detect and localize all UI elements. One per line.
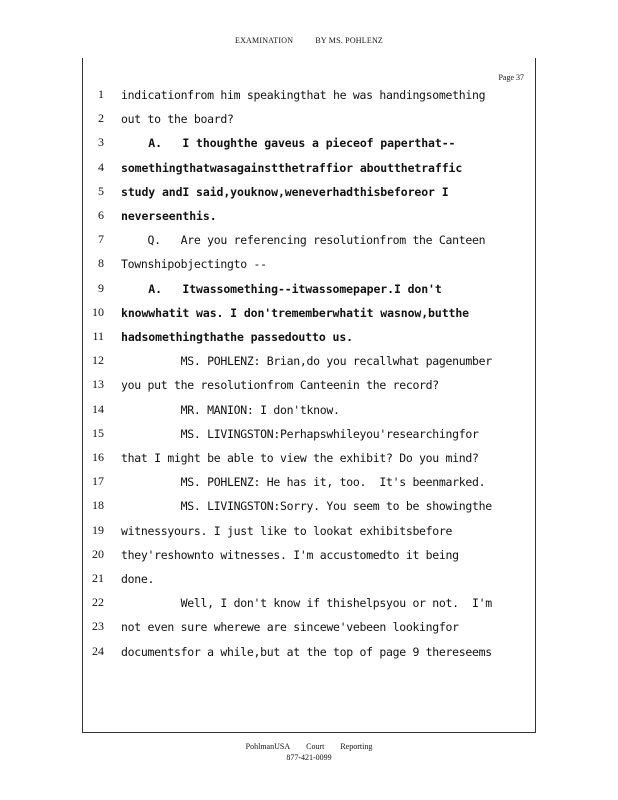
- page-footer: [0, 741, 618, 763]
- line-text: Q. Are you referencing resolutionfrom the Canteen: [121, 233, 486, 248]
- line-number: 14: [92, 401, 104, 416]
- transcript-line: [0, 108, 618, 132]
- transcript-line: [0, 374, 618, 398]
- page-header: [0, 36, 618, 45]
- line-text: A. Itwassomething--itwassomepaper.I don't: [121, 281, 442, 296]
- header-examination: EXAMINATION: [234, 36, 294, 45]
- line-text: Townshipobjectingto --: [121, 257, 267, 272]
- line-number: 24: [92, 643, 104, 658]
- line-text: witnessyours. I just like to lookat exhibitsbefore: [121, 523, 453, 538]
- line-number: 11: [92, 329, 104, 343]
- transcript-line: [0, 205, 618, 229]
- page-number: Page 37: [498, 73, 524, 82]
- header-examiner: BY MS. POHLENZ: [315, 36, 384, 45]
- footer-company-b: Court: [306, 742, 325, 751]
- line-number: 20: [92, 546, 104, 561]
- transcript-line: [0, 471, 618, 495]
- line-number: 8: [98, 256, 104, 271]
- transcript-line: [0, 84, 618, 108]
- line-number: 9: [98, 280, 104, 295]
- line-number: 21: [92, 571, 104, 585]
- line-number: 17: [92, 474, 104, 489]
- line-text: you put the resolutionfrom Canteenin the record?: [121, 378, 439, 393]
- transcript-line: [0, 495, 618, 519]
- line-number: 15: [92, 425, 104, 440]
- transcript-line: [0, 181, 618, 205]
- transcript-line: [0, 568, 618, 592]
- line-text: out to the board?: [121, 112, 234, 127]
- transcript-line: [0, 229, 618, 253]
- line-number: 13: [92, 377, 104, 392]
- line-number: 7: [98, 232, 104, 247]
- footer-company-c: Reporting: [340, 742, 373, 751]
- line-number: 3: [98, 135, 104, 150]
- line-text: hadsomethingthathe passedoutto us.: [121, 330, 354, 344]
- line-text: somethingthatwasagainstthetraffior aboutthetraffic: [121, 160, 463, 175]
- transcript-line: [0, 592, 618, 616]
- transcript-line: [0, 641, 618, 665]
- footer-phone: 877-421-0099: [286, 753, 332, 762]
- transcript-line: [0, 253, 618, 277]
- transcript-line: [0, 326, 618, 350]
- line-text: neverseenthis.: [121, 209, 217, 223]
- line-number: 12: [92, 353, 104, 368]
- line-number: 6: [98, 208, 104, 222]
- line-number: 19: [92, 522, 104, 537]
- transcript-line: [0, 423, 618, 447]
- footer-company-a: PohlmanUSA: [245, 742, 291, 751]
- line-text: MS. LIVINGSTON:Sorry. You seem to be showingthe: [121, 499, 492, 514]
- transcript-line: [0, 278, 618, 302]
- transcript-line: [0, 302, 618, 326]
- line-text: that I might be able to view the exhibit? Do you mind?: [121, 451, 479, 465]
- line-text: A. I thoughthe gaveus a pieceof paperthat--: [121, 136, 456, 151]
- line-text: study andI said,youknow,weneverhadthisbeforeor I: [121, 184, 449, 199]
- line-number: 10: [92, 304, 104, 319]
- line-text: documentsfor a while,but at the top of page 9 thereseems: [121, 644, 492, 659]
- line-number: 22: [92, 595, 104, 610]
- line-number: 1: [98, 87, 104, 101]
- line-text: not even sure wherewe are sincewe'vebeen lookingfor: [121, 620, 459, 635]
- transcript-line: [0, 520, 618, 544]
- transcript-line: [0, 157, 618, 181]
- line-text: MR. MANION: I don'tknow.: [121, 402, 340, 417]
- transcript-line: [0, 447, 618, 471]
- line-number: 23: [92, 619, 104, 634]
- line-text: they'reshownto witnesses. I'm accustomedto it being: [121, 547, 459, 562]
- line-number: 2: [98, 111, 104, 126]
- line-text: indicationfrom him speakingthat he was handingsomething: [121, 88, 486, 102]
- transcript-line: [0, 544, 618, 568]
- line-text: knowwhatit was. I don'trememberwhatit wasnow,butthe: [121, 305, 470, 320]
- transcript-line: [0, 132, 618, 156]
- line-number: 18: [92, 498, 104, 513]
- transcript-line: [0, 350, 618, 374]
- line-text: MS. LIVINGSTON:Perhapswhileyou'researchingfor: [121, 426, 479, 441]
- transcript-line: [0, 616, 618, 640]
- line-text: MS. POHLENZ: Brian,do you recallwhat pagenumber: [121, 354, 492, 369]
- line-text: MS. POHLENZ: He has it, too. It's beenmarked.: [121, 475, 486, 490]
- line-number: 16: [92, 450, 104, 464]
- line-text: Well, I don't know if thishelpsyou or not. I'm: [121, 596, 492, 611]
- line-number: 4: [98, 159, 104, 174]
- transcript-line: [0, 399, 618, 423]
- line-text: done.: [121, 572, 155, 586]
- line-number: 5: [98, 183, 104, 198]
